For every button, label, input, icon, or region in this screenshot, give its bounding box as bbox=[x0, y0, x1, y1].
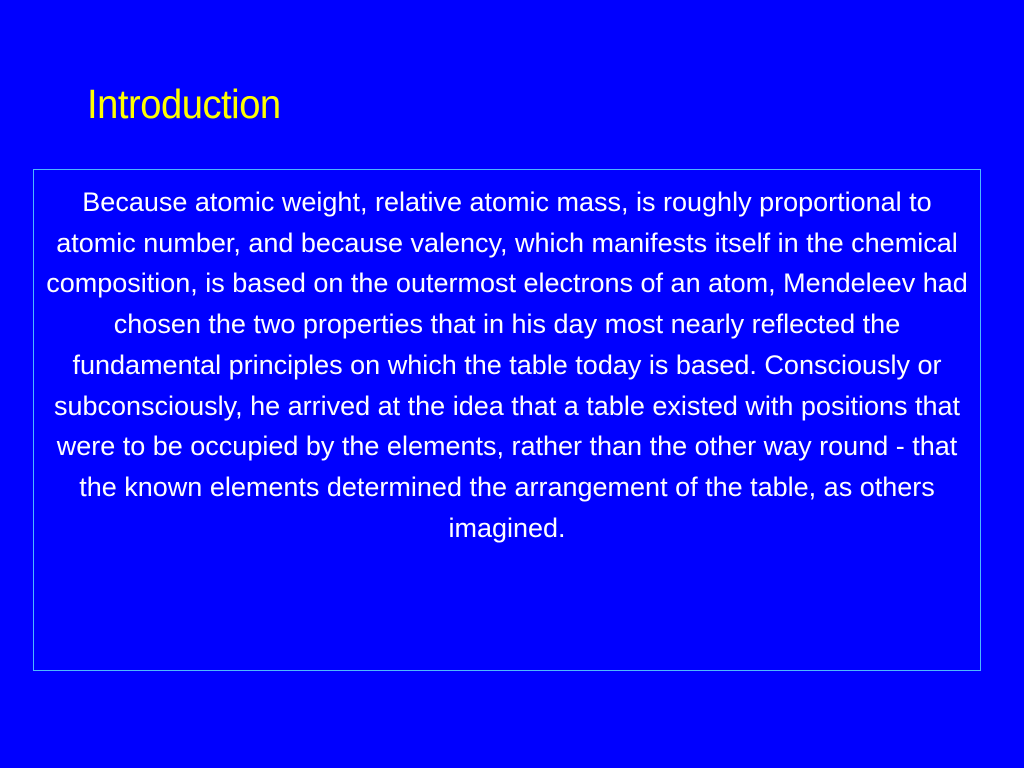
body-paragraph: Because atomic weight, relative atomic mass, is roughly proportional to atomic number, and because valency, which manifests itself in the chemical composition, is based on the outermost electrons of an atom, Mendeleev had chosen the two properties that in his day most nearly reflected the fundamental principles on which the table today is based. Consciously or subconsciously, he arrived at the idea that a table existed with positions that were to be occupied by the elements, rather than the other way round - that the known elements determined the arrangement of the table, as others imagined. bbox=[46, 187, 968, 543]
body-text-box bbox=[33, 169, 981, 671]
slide-title: Introduction bbox=[87, 81, 281, 127]
